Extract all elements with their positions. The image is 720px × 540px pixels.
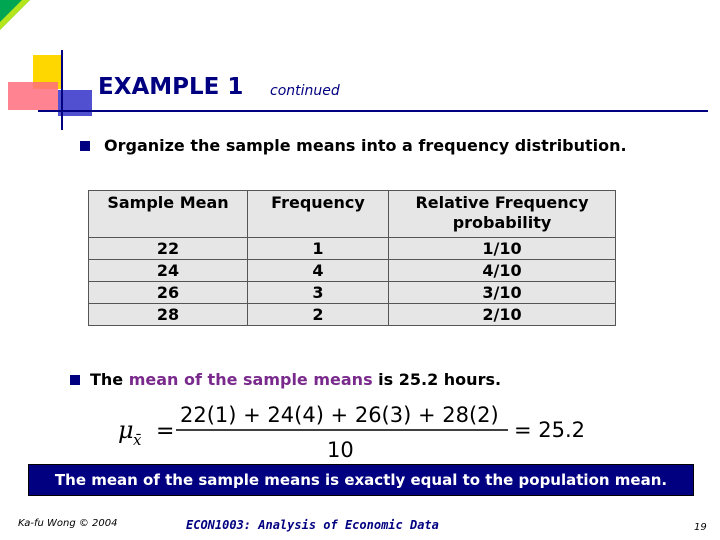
table-row — [89, 238, 616, 260]
formula-numerator: 22(1) + 24(4) + 26(3) + 28(2) — [180, 403, 499, 427]
cell-frequency: 2 — [248, 304, 389, 326]
decor-blue-square — [58, 90, 92, 116]
cell-sample-mean: 26 — [89, 282, 248, 304]
bullet-mean-prefix: The — [90, 370, 129, 389]
cell-frequency: 4 — [248, 260, 389, 282]
slide-subtitle: continued — [270, 83, 340, 99]
header-frequency: Frequency — [248, 191, 389, 238]
footer-author: Ka-fu Wong © 2004 — [18, 518, 118, 529]
formula-result: = 25.2 — [514, 418, 586, 442]
title-underline — [38, 110, 708, 112]
footer-course: ECON1003: Analysis of Economic Data — [186, 518, 439, 532]
bullet-mean-suffix: is 25.2 hours. — [372, 370, 502, 389]
bullet-organize-text: Organize the sample means into a frequency distribution. — [104, 136, 627, 155]
bullet-mean-text — [90, 370, 501, 389]
cell-frequency: 3 — [248, 282, 389, 304]
table-row — [89, 260, 616, 282]
table-row — [89, 304, 616, 326]
cell-frequency: 1 — [248, 238, 389, 260]
cell-sample-mean: 22 — [89, 238, 248, 260]
cell-probability: 1/10 — [389, 238, 616, 260]
decor-vertical-line — [61, 50, 63, 130]
corner-triangle-decoration — [0, 0, 30, 30]
header-sample-mean: Sample Mean — [89, 191, 248, 238]
cell-probability: 4/10 — [389, 260, 616, 282]
slide-title: EXAMPLE 1 — [98, 74, 244, 100]
bullet-square-icon — [70, 375, 80, 385]
cell-sample-mean: 28 — [89, 304, 248, 326]
conclusion-banner: The mean of the sample means is exactly equal to the population mean. — [28, 464, 694, 496]
frequency-table — [88, 190, 616, 326]
cell-sample-mean: 24 — [89, 260, 248, 282]
cell-probability: 3/10 — [389, 282, 616, 304]
formula-mu-subscript: x̄ — [133, 431, 142, 449]
decor-red-square — [8, 82, 58, 110]
cell-probability: 2/10 — [389, 304, 616, 326]
mean-formula — [118, 398, 598, 460]
formula-denominator: 10 — [327, 438, 354, 460]
footer-page-number: 19 — [694, 522, 707, 533]
table-header-row — [89, 191, 616, 238]
formula-equals: = — [156, 419, 175, 444]
table-row — [89, 282, 616, 304]
bullet-square-icon — [80, 141, 90, 151]
bullet-mean-highlight: mean of the sample means — [128, 370, 373, 389]
header-relative-frequency: Relative Frequency probability — [389, 191, 616, 238]
formula-mu-symbol: μ — [118, 416, 134, 444]
